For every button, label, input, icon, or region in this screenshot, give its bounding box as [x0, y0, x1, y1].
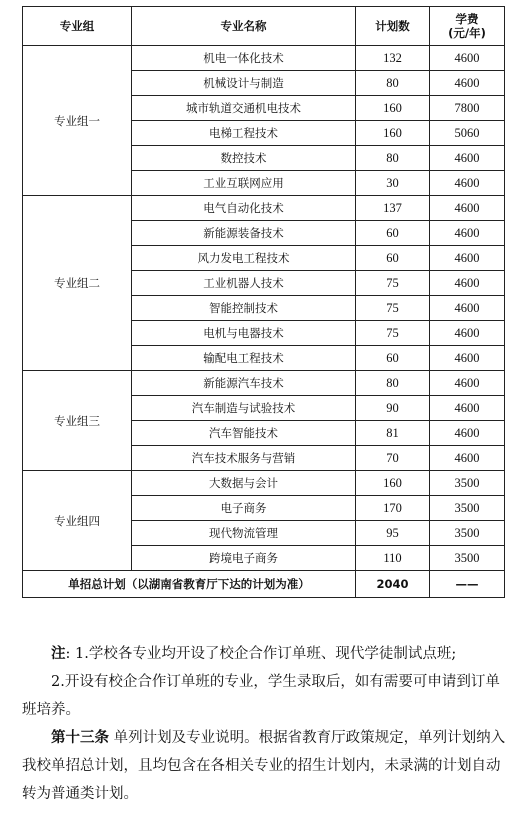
- plan-count-cell: 80: [356, 371, 430, 396]
- tuition-fee-cell: 3500: [430, 521, 505, 546]
- tuition-fee-cell: 4600: [430, 246, 505, 271]
- major-cell: 风力发电工程技术: [132, 246, 356, 271]
- table-row: [23, 46, 505, 71]
- major-cell: 工业机器人技术: [132, 271, 356, 296]
- plan-count-cell: 132: [356, 46, 430, 71]
- tuition-fee-cell: 4600: [430, 396, 505, 421]
- plan-count-cell: 95: [356, 521, 430, 546]
- major-cell: 跨境电子商务: [132, 546, 356, 571]
- table-row: [23, 196, 505, 221]
- major-cell: 城市轨道交通机电技术: [132, 96, 356, 121]
- major-cell: 大数据与会计: [132, 471, 356, 496]
- major-cell: 电梯工程技术: [132, 121, 356, 146]
- header-plan: 计划数: [356, 7, 430, 46]
- header-group: 专业组: [23, 7, 132, 46]
- group-name-cell: 专业组三: [23, 371, 132, 471]
- plan-count-cell: 160: [356, 121, 430, 146]
- plan-count-cell: 60: [356, 221, 430, 246]
- tuition-fee-cell: 4600: [430, 321, 505, 346]
- tuition-fee-cell: 5060: [430, 121, 505, 146]
- article-title: 第十三条: [51, 730, 109, 746]
- plan-count-cell: 75: [356, 321, 430, 346]
- plan-count-cell: 30: [356, 171, 430, 196]
- major-cell: 现代物流管理: [132, 521, 356, 546]
- major-cell: 机械设计与制造: [132, 71, 356, 96]
- table-header-row: [23, 7, 505, 46]
- tuition-fee-cell: 4600: [430, 296, 505, 321]
- tuition-fee-cell: 4600: [430, 446, 505, 471]
- major-cell: 智能控制技术: [132, 296, 356, 321]
- tuition-fee-cell: 4600: [430, 146, 505, 171]
- note-1-text: : 1.学校各专业均开设了校企合作订单班、现代学徒制试点班;: [65, 646, 457, 662]
- tuition-fee-cell: 3500: [430, 496, 505, 521]
- total-plan: 2040: [356, 571, 430, 598]
- major-cell: 新能源汽车技术: [132, 371, 356, 396]
- major-cell: 新能源装备技术: [132, 221, 356, 246]
- tuition-fee-cell: 4600: [430, 421, 505, 446]
- major-cell: 汽车智能技术: [132, 421, 356, 446]
- note-line-1: [22, 640, 508, 668]
- major-cell: 电气自动化技术: [132, 196, 356, 221]
- total-row: [23, 571, 505, 598]
- tuition-fee-cell: 4600: [430, 346, 505, 371]
- plan-count-cell: 60: [356, 346, 430, 371]
- major-cell: 电子商务: [132, 496, 356, 521]
- group-name-cell: 专业组二: [23, 196, 132, 371]
- major-cell: 电机与电器技术: [132, 321, 356, 346]
- tuition-fee-cell: 4600: [430, 46, 505, 71]
- major-cell: 汽车技术服务与营销: [132, 446, 356, 471]
- enrollment-plan-table: [22, 6, 505, 598]
- table-row: [23, 371, 505, 396]
- tuition-fee-cell: 4600: [430, 271, 505, 296]
- major-cell: 数控技术: [132, 146, 356, 171]
- group-name-cell: 专业组一: [23, 46, 132, 196]
- major-cell: 机电一体化技术: [132, 46, 356, 71]
- note-label: 注: [51, 646, 66, 662]
- tuition-fee-cell: 4600: [430, 171, 505, 196]
- plan-count-cell: 160: [356, 471, 430, 496]
- total-fee: ——: [430, 571, 505, 598]
- total-label: 单招总计划（以湖南省教育厅下达的计划为准）: [23, 571, 356, 598]
- major-cell: 汽车制造与试验技术: [132, 396, 356, 421]
- plan-count-cell: 81: [356, 421, 430, 446]
- plan-count-cell: 90: [356, 396, 430, 421]
- plan-count-cell: 75: [356, 296, 430, 321]
- plan-count-cell: 80: [356, 146, 430, 171]
- plan-count-cell: 110: [356, 546, 430, 571]
- tuition-fee-cell: 7800: [430, 96, 505, 121]
- plan-count-cell: 70: [356, 446, 430, 471]
- table-body: [23, 46, 505, 598]
- plan-count-cell: 160: [356, 96, 430, 121]
- plan-count-cell: 60: [356, 246, 430, 271]
- article-text: 单列计划及专业说明。根据省教育厅政策规定，单列计划纳入我校单招总计划，且均包含在各相关专业的招生计划内，未录满的计划自动转为普通类计划。: [22, 730, 506, 802]
- table-row: [23, 471, 505, 496]
- plan-count-cell: 170: [356, 496, 430, 521]
- header-fee-line1: 学费: [455, 12, 479, 26]
- note-line-2: 2.开设有校企合作订单班的专业，学生录取后，如有需要可申请到订单班培养。: [22, 674, 500, 718]
- tuition-fee-cell: 3500: [430, 546, 505, 571]
- plan-count-cell: 80: [356, 71, 430, 96]
- group-name-cell: 专业组四: [23, 471, 132, 571]
- plan-count-cell: 137: [356, 196, 430, 221]
- plan-count-cell: 75: [356, 271, 430, 296]
- header-fee: [430, 7, 505, 46]
- tuition-fee-cell: 4600: [430, 71, 505, 96]
- major-cell: 工业互联网应用: [132, 171, 356, 196]
- major-cell: 输配电工程技术: [132, 346, 356, 371]
- tuition-fee-cell: 3500: [430, 471, 505, 496]
- tuition-fee-cell: 4600: [430, 196, 505, 221]
- header-fee-line2: (元/年): [448, 26, 486, 40]
- header-major: 专业名称: [132, 7, 356, 46]
- notes-section: [22, 640, 508, 808]
- article-13: [22, 724, 508, 808]
- tuition-fee-cell: 4600: [430, 371, 505, 396]
- tuition-fee-cell: 4600: [430, 221, 505, 246]
